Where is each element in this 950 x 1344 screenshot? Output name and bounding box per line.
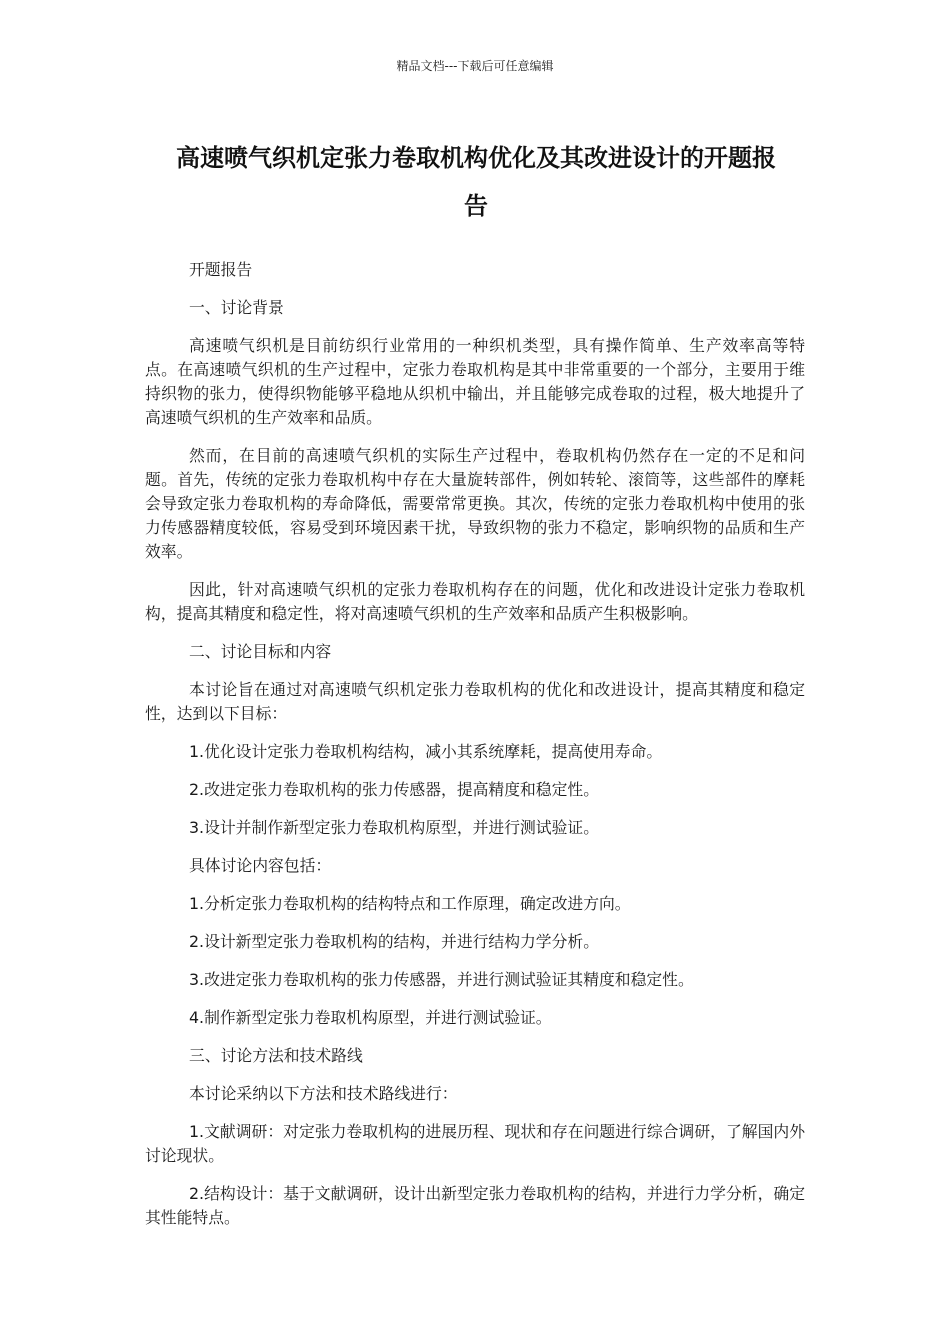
paragraph: 高速喷气织机是目前纺织行业常用的一种织机类型，具有操作简单、生产效率高等特点。在高速喷气织机的生产过程中，定张力卷取机构是其中非常重要的一个部分，主要用于维持织物的张力，使得织物能够平稳地从织机中输出，并且能够完成卷取的过程，极大地提升了高速喷气织机的生产效率和品质。 [145, 336, 805, 427]
title-line-2: 告 [464, 192, 488, 220]
paragraph: 具体讨论内容包括： [189, 856, 332, 875]
paragraph: 4.制作新型定张力卷取机构原型，并进行测试验证。 [189, 1008, 552, 1027]
paragraph: 然而，在目前的高速喷气织机的实际生产过程中，卷取机构仍然存在一定的不足和问题。首先，传统的定张力卷取机构中存在大量旋转部件，例如转轮、滚筒等，这些部件的摩耗会导致定张力卷取机构的寿命降低，需要常常更换。其次，传统的定张力卷取机构中使用的张力传感器精度较低，容易受到环境因素干扰，导致织物的张力不稳定，影响织物的品质和生产效率。 [145, 446, 805, 561]
paragraph: 因此，针对高速喷气织机的定张力卷取机构存在的问题，优化和改进设计定张力卷取机构，提高其精度和稳定性，将对高速喷气织机的生产效率和品质产生积极影响。 [145, 580, 805, 623]
paragraph: 2.结构设计：基于文献调研，设计出新型定张力卷取机构的结构，并进行力学分析，确定其性能特点。 [145, 1184, 805, 1227]
paragraph: 2.改进定张力卷取机构的张力传感器，提高精度和稳定性。 [189, 780, 599, 799]
title-line-1: 高速喷气织机定张力卷取机构优化及其改进设计的开题报 [176, 144, 776, 172]
paragraph: 3.改进定张力卷取机构的张力传感器，并进行测试验证其精度和稳定性。 [189, 970, 694, 989]
paragraph: 开题报告 [189, 260, 253, 279]
paragraph: 1.分析定张力卷取机构的结构特点和工作原理，确定改进方向。 [189, 894, 631, 913]
document-body [145, 258, 805, 1244]
paragraph: 二、讨论目标和内容 [189, 642, 332, 661]
paragraph: 三、讨论方法和技术路线 [189, 1046, 363, 1065]
document-title [150, 134, 802, 230]
paragraph: 2.设计新型定张力卷取机构的结构，并进行结构力学分析。 [189, 932, 599, 951]
paragraph: 1.优化设计定张力卷取机构结构，减小其系统摩耗，提高使用寿命。 [189, 742, 663, 761]
paragraph: 一、讨论背景 [189, 298, 284, 317]
paragraph: 1.文献调研：对定张力卷取机构的进展历程、现状和存在问题进行综合调研，了解国内外讨论现状。 [145, 1122, 805, 1165]
header-note: 精品文档---下载后可任意编辑 [396, 59, 554, 73]
paragraph: 本讨论旨在通过对高速喷气织机定张力卷取机构的优化和改进设计，提高其精度和稳定性，达到以下目标： [145, 680, 805, 723]
paragraph: 本讨论采纳以下方法和技术路线进行： [189, 1084, 458, 1103]
paragraph: 3.设计并制作新型定张力卷取机构原型，并进行测试验证。 [189, 818, 599, 837]
